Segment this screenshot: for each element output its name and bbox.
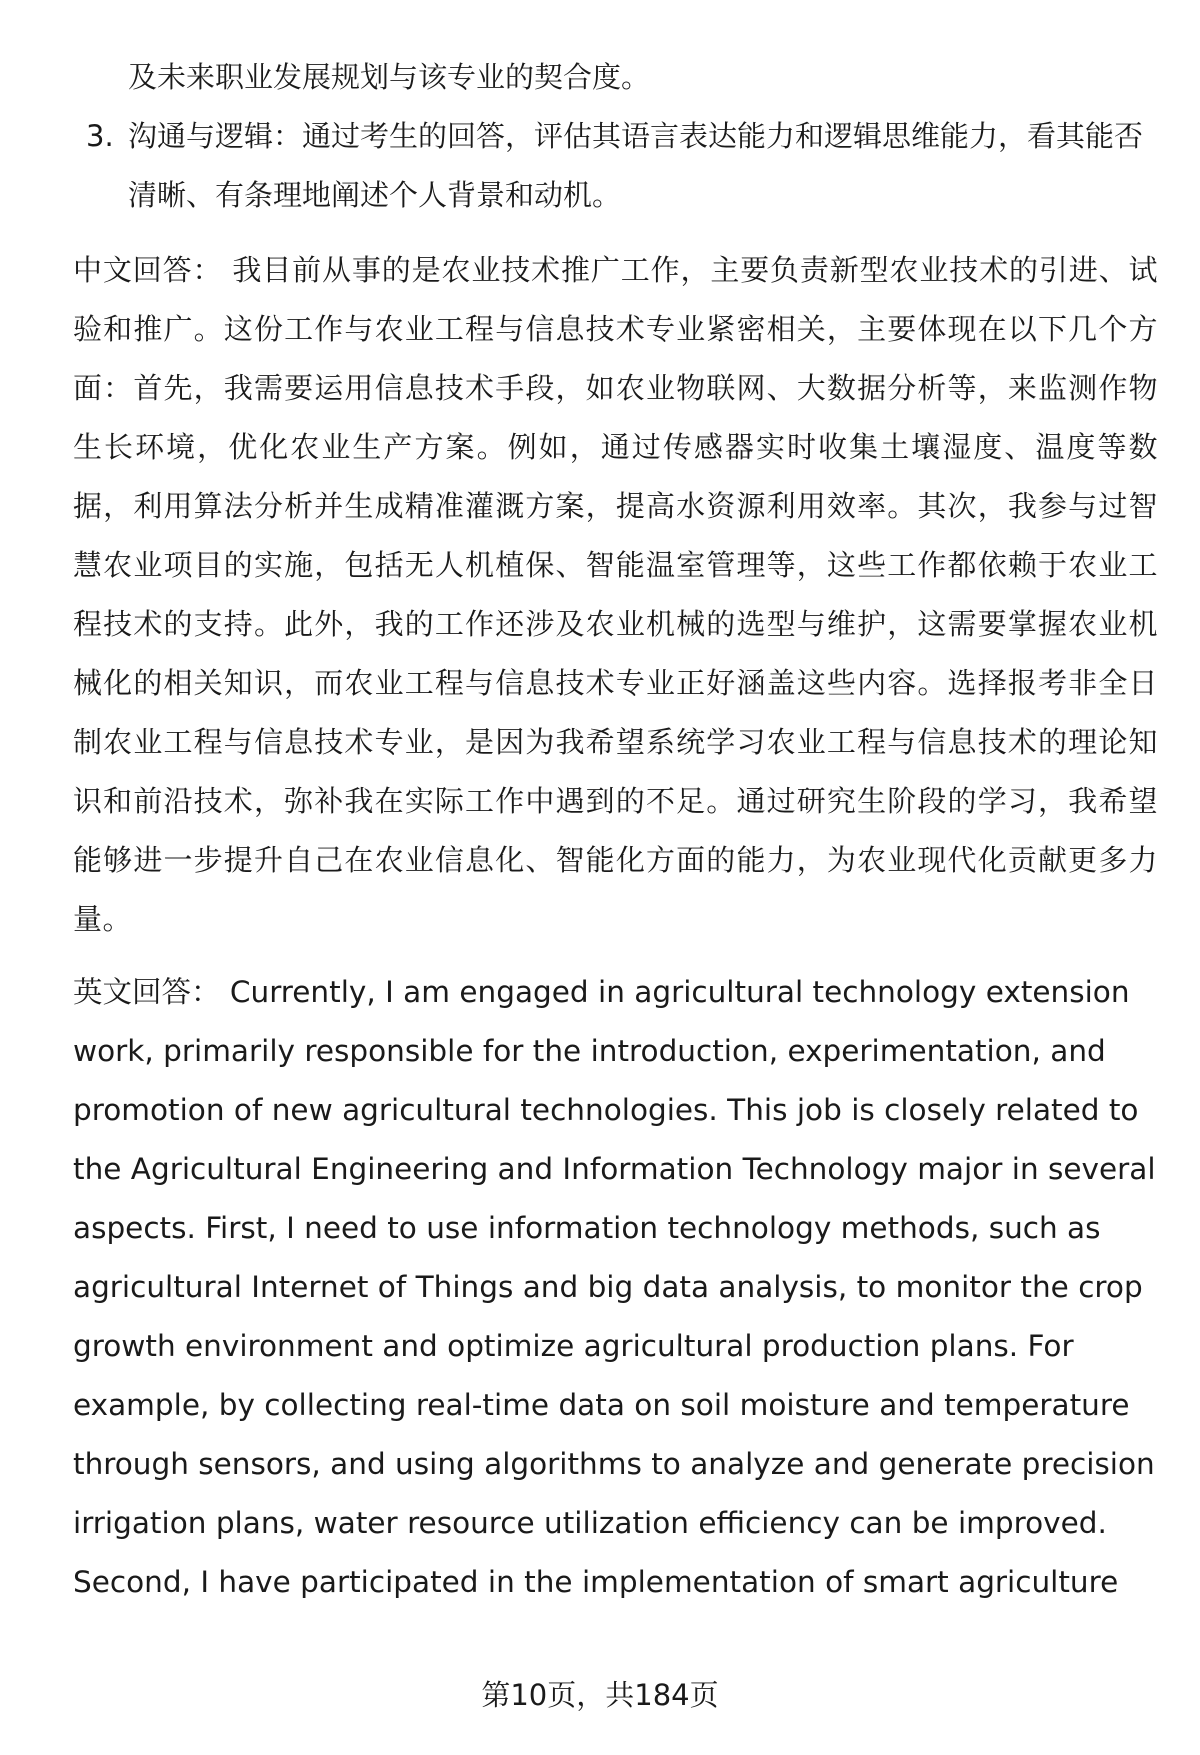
list-item-continuation (73, 48, 1158, 107)
english-answer-paragraph (73, 963, 1158, 1612)
page-footer (0, 1675, 1200, 1715)
english-answer-label: 英文回答： (73, 975, 221, 1009)
list-item-3 (73, 107, 1158, 225)
chinese-answer-label: 中文回答： (73, 253, 223, 287)
list-item-number: 3. (86, 119, 114, 153)
continuation-text: 及未来职业发展规划与该专业的契合度。 (128, 60, 651, 94)
chinese-answer-text: 我目前从事的是农业技术推广工作，主要负责新型农业技术的引进、试验和推广。这份工作与农业工程与信息技术专业紧密相关，主要体现在以下几个方面：首先，我需要运用信息技术手段，如农业物联网、大数据分析等，来监测作物生长环境，优化农业生产方案。例如，通过传感器实时收集土壤湿度、温度等数据，利用算法分析并生成精准灌溉方案，提高水资源利用效率。其次，我参与过智慧农业项目的实施，包括无人机植保、智能温室管理等，这些工作都依赖于农业工程技术的支持。此外，我的工作还涉及农业机械的选型与维护，这需要掌握农业机械化的相关知识，而农业工程与信息技术专业正好涵盖这些内容。选择报考非全日制农业工程与信息技术专业，是因为我希望系统学习农业工程与信息技术的理论知识和前沿技术，弥补我在实际工作中遇到的不足。通过研究生阶段的学习，我希望能够进一步提升自己在农业信息化、智能化方面的能力，为农业现代化贡献更多力量。 (73, 253, 1158, 936)
chinese-answer-paragraph (73, 241, 1158, 949)
page-content (73, 48, 1158, 1612)
list-item-text: 沟通与逻辑：通过考生的回答，评估其语言表达能力和逻辑思维能力，看其能否清晰、有条理地阐述个人背景和动机。 (128, 119, 1144, 212)
english-answer-text: Currently, I am engaged in agricultural technology extension work, primarily responsible for the introduction, experimentation, and promotion of new agricultural technologies. This job is closely related to the Agricultural Engineering and Information Technology major in several aspects. First, I need to use information technology methods, such as agricultural Internet of Things and big data analysis, to monitor the crop growth environment and optimize agricultural production plans. For example, by collecting real-time data on soil moisture and temperature through sensors, and using algorithms to analyze and generate precision irrigation plans, water resource utilization efficiency can be improved. Second, I have participated in the implementation of smart agriculture (73, 975, 1156, 1599)
page-number-label: 第10页，共184页 (481, 1678, 719, 1712)
